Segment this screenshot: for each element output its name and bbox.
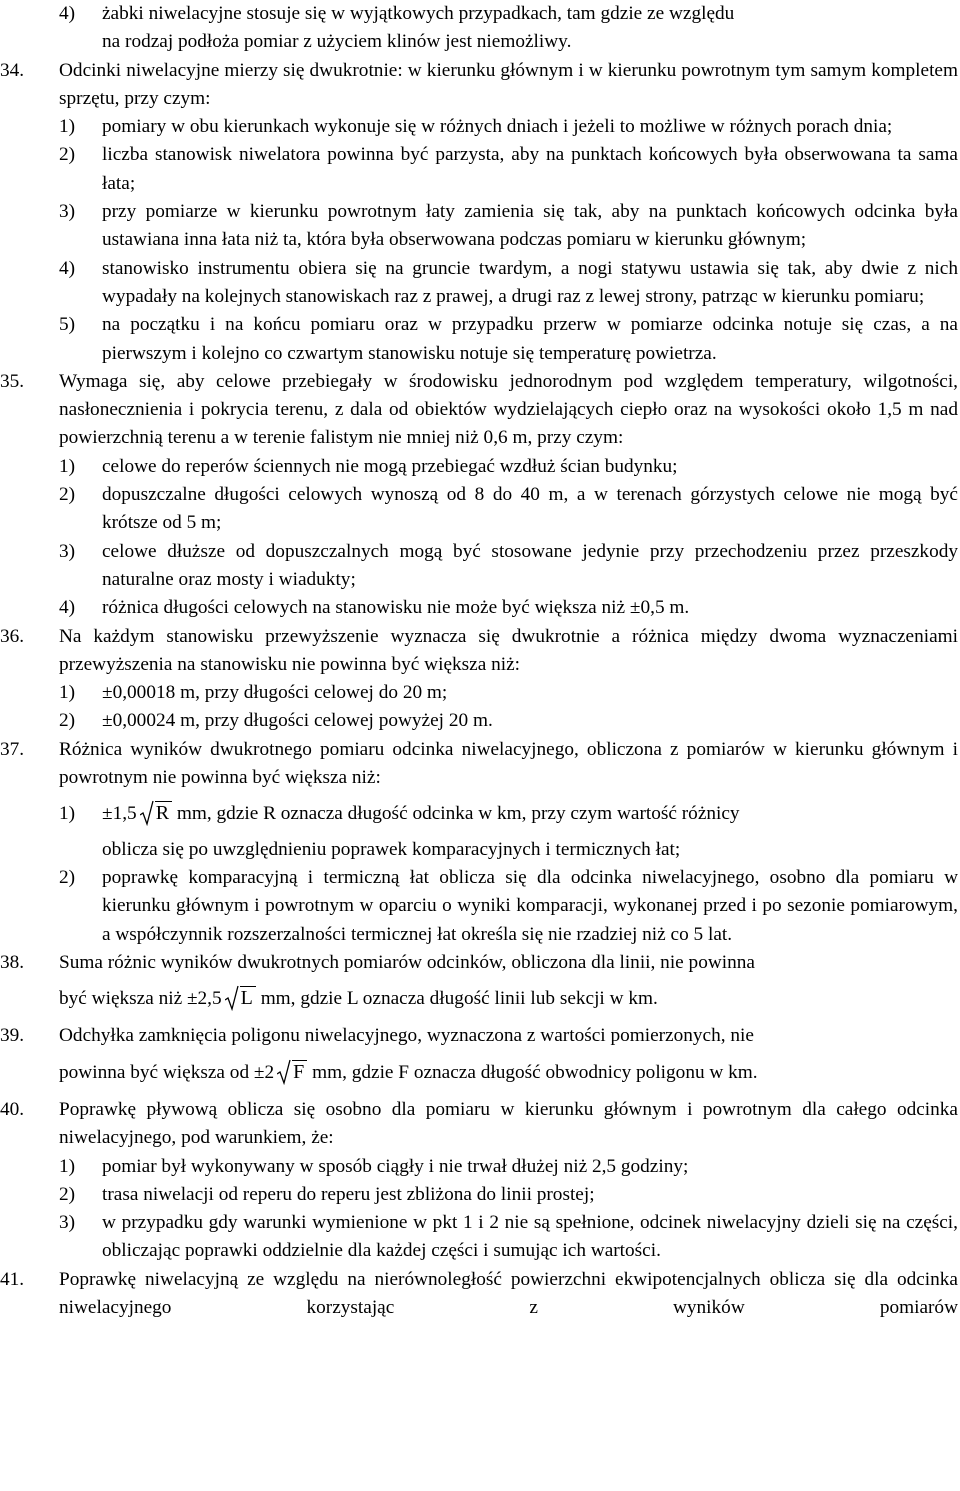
paragraph-37 [0,736,960,793]
paragraph-40 [0,1096,960,1153]
paragraph-text: Różnica wyników dwukrotnego pomiaru odcinka niwelacyjnego, obliczona z pomiarów w kierunku głównym i powrotnym nie powinna być większa niż: [59,738,958,789]
list-item-text: pomiar był wykonywany w sposób ciągły i nie trwał dłużej niż 2,5 godziny; [102,1155,689,1177]
list-item-continuation: oblicza się po uwzględnieniu poprawek komparacyjnych i termicznych łat; [102,838,681,860]
list-item [59,311,960,368]
list-item [59,481,960,538]
list-item [59,198,960,255]
list-item-text [102,0,958,57]
list-item-text: stanowisko instrumentu obiera się na gruncie twardym, a nogi statywu ustawia się tak, aby dwie z nich wypadały na kolejnych stanowiskach raz z prawej, a drugi raz z lewej strony, patrząc w kierunku pomiaru; [102,257,958,307]
list-item-number: 4) [59,597,76,619]
list-item-text: pomiary w obu kierunkach wykonuje się w różnych dniach i jeżeli to możliwe w różnych porach dnia; [102,116,893,138]
list-item-text: w przypadku gdy warunki wymienione w pkt 1 i 2 nie są spełnione, odcinek niwelacyjny dzieli się na części, obliczając poprawki oddzielnie dla każdej części i sumując ich wartości. [102,1212,958,1262]
list-item [59,113,960,141]
paragraph-number: 38. [0,951,25,973]
list-item-number: 2) [59,1183,76,1205]
list-item-text: poprawkę komparacyjną i termiczną łat oblicza się dla odcinka niwelacyjnego, osobno dla pomiaru w kierunku głównym i powrotnym w oparciu o wyniki komparacji, wykonanej przed i po sezonie pomiarowym, a współczynnik rozszerzalności termicznej łat określa się nie rzadziej niż co 5 lat. [102,866,958,945]
list-item-number: 2) [59,144,76,166]
list-item-text: celowe do reperów ściennych nie mogą przebiegać wzdłuż ścian budynku; [102,455,678,477]
list-item-number: 2) [59,710,76,732]
list-item [59,538,960,595]
paragraph-text: Wymaga się, aby celowe przebiegały w środowisku jednorodnym pod względem temperatury, wilgotności, nasłonecznienia i pokrycia terenu, z dala od obiektów wydzielających ciepło oraz na wysokości około 1,5 m nad powierzchnią terenu a w terenie falistym nie mniej niż 0,6 m, przy czym: [59,370,958,449]
formula-radicand: F [292,1060,307,1083]
square-root-icon [140,800,154,835]
formula-prefix: ±1,5 [102,803,137,825]
list-item [59,1181,960,1209]
list-item-text: liczba stanowisk niwelatora powinna być parzysta, aby na punktach końcowych była obserwowana ta sama łata; [102,144,958,194]
paragraph-35 [0,368,960,453]
list-item-text: przy pomiarze w kierunku powrotnym łaty zamienia się tak, aby na punktach końcowych odcinka była ustawiana inna łata niż ta, która była obserwowana podczas pomiaru w kierunku głównym; [102,201,958,251]
paragraph-text: Poprawkę pływową oblicza się osobno dla pomiaru w kierunku głównym i powrotnym dla całego odcinka niwelacyjnego, pod warunkiem, że: [59,1098,958,1149]
list-item [59,255,960,312]
list-item-number: 2) [59,484,76,506]
formula-rest: mm, gdzie R oznacza długość odcinka w km, przy czym wartość różnicy [176,803,740,825]
list-item-text: na początku i na końcu pomiaru oraz w przypadku przerw w pomiarze odcinka notuje się czas, a na pierwszym i kolejno co czwartym stanowisku notuje się temperaturę powietrza. [102,314,958,364]
list-item [59,707,960,735]
list-item-number: 1) [59,682,76,704]
paragraph-38 [0,949,960,1021]
list-item-number: 1) [59,1155,76,1177]
list-item [59,141,960,198]
list-item-number: 2) [59,866,76,888]
list-item-number: 1) [59,455,76,477]
list-item-text: celowe dłuższe od dopuszczalnych mogą być stosowane jedynie przy przechodzeniu przez przeszkody naturalne oraz mosty i wiadukty; [102,540,958,590]
list-item [59,1209,960,1266]
paragraph-number: 40. [0,1098,25,1120]
list-item [59,453,960,481]
list-item [59,1153,960,1181]
list-item-number: 3) [59,1212,76,1234]
list-item-number: 3) [59,540,76,562]
list-item-number: 1) [59,803,76,825]
formula-line [59,1059,758,1094]
paragraph-line: Odchyłka zamknięcia poligonu niwelacyjnego, wyznaczona z wartości pomierzonych, nie [59,1025,754,1047]
list-item [59,864,960,949]
formula-line [59,985,658,1020]
paragraph-number: 39. [0,1025,25,1047]
paragraph-number: 36. [0,625,25,647]
paragraph-34 [0,57,960,114]
square-root-icon [225,985,239,1020]
paragraph-number: 35. [0,370,25,392]
paragraph-text: Na każdym stanowisku przewyższenie wyznacza się dwukrotnie a różnica między dwoma wyznaczeniami przewyższenia na stanowisku nie powinna być większa niż: [59,625,958,675]
paragraph-36 [0,623,960,680]
formula-prefix: powinna być większa od ±2 [59,1061,275,1083]
list-item [59,594,960,622]
list-item-text: różnica długości celowych na stanowisku nie może być większa niż ±0,5 m. [102,597,690,619]
formula-radicand: L [240,986,256,1009]
paragraph-text: Poprawkę niwelacyjną ze względu na nierównoległość powierzchni ekwipotencjalnych oblicza się dla odcinka niwelacyjnego korzystając z wyników pomiarów [59,1268,958,1319]
paragraph-number: 37. [0,738,25,760]
list-item-text: dopuszczalne długości celowych wynoszą od 8 do 40 m, a w terenach górzystych celowe nie mogą być krótsze od 5 m; [102,484,958,534]
formula-radicand: R [155,801,172,824]
paragraph-text [59,949,958,1021]
list-item-number: 5) [59,314,76,336]
paragraph-39 [0,1022,960,1094]
square-root-icon [277,1059,291,1094]
paragraph-line: Suma różnic wyników dwukrotnych pomiarów odcinków, obliczona dla linii, nie powinna [59,951,755,973]
list-item [59,679,960,707]
formula-rest: mm, gdzie L oznacza długość linii lub sekcji w km. [260,988,658,1010]
paragraph-text [59,1022,958,1094]
paragraph-number: 41. [0,1268,25,1290]
list-item [59,0,960,57]
list-item-number: 4) [59,3,76,24]
list-item-line: na rodzaj podłoża pomiar z użyciem klinów jest niemożliwy. [102,31,572,53]
paragraph-text: Odcinki niwelacyjne mierzy się dwukrotnie: w kierunku głównym i w kierunku powrotnym tym samym kompletem sprzętu, przy czym: [59,59,958,109]
list-item-number: 3) [59,201,76,223]
list-item-text: ±0,00024 m, przy długości celowej powyżej 20 m. [102,710,493,732]
list-item [59,800,960,864]
list-item-text: trasa niwelacji od reperu do reperu jest zbliżona do linii prostej; [102,1183,595,1205]
list-item-number: 4) [59,257,76,279]
formula-rest: mm, gdzie F oznacza długość obwodnicy poligonu w km. [312,1061,758,1083]
paragraph-number: 34. [0,59,25,81]
list-item-text [102,800,958,864]
formula-prefix: być większa niż ±2,5 [59,988,222,1010]
list-item-number: 1) [59,116,76,138]
paragraph-41 [0,1266,960,1323]
list-item-text: ±0,00018 m, przy długości celowej do 20 m; [102,682,448,704]
list-item-line: żabki niwelacyjne stosuje się w wyjątkowych przypadkach, tam gdzie ze względu [102,3,735,24]
